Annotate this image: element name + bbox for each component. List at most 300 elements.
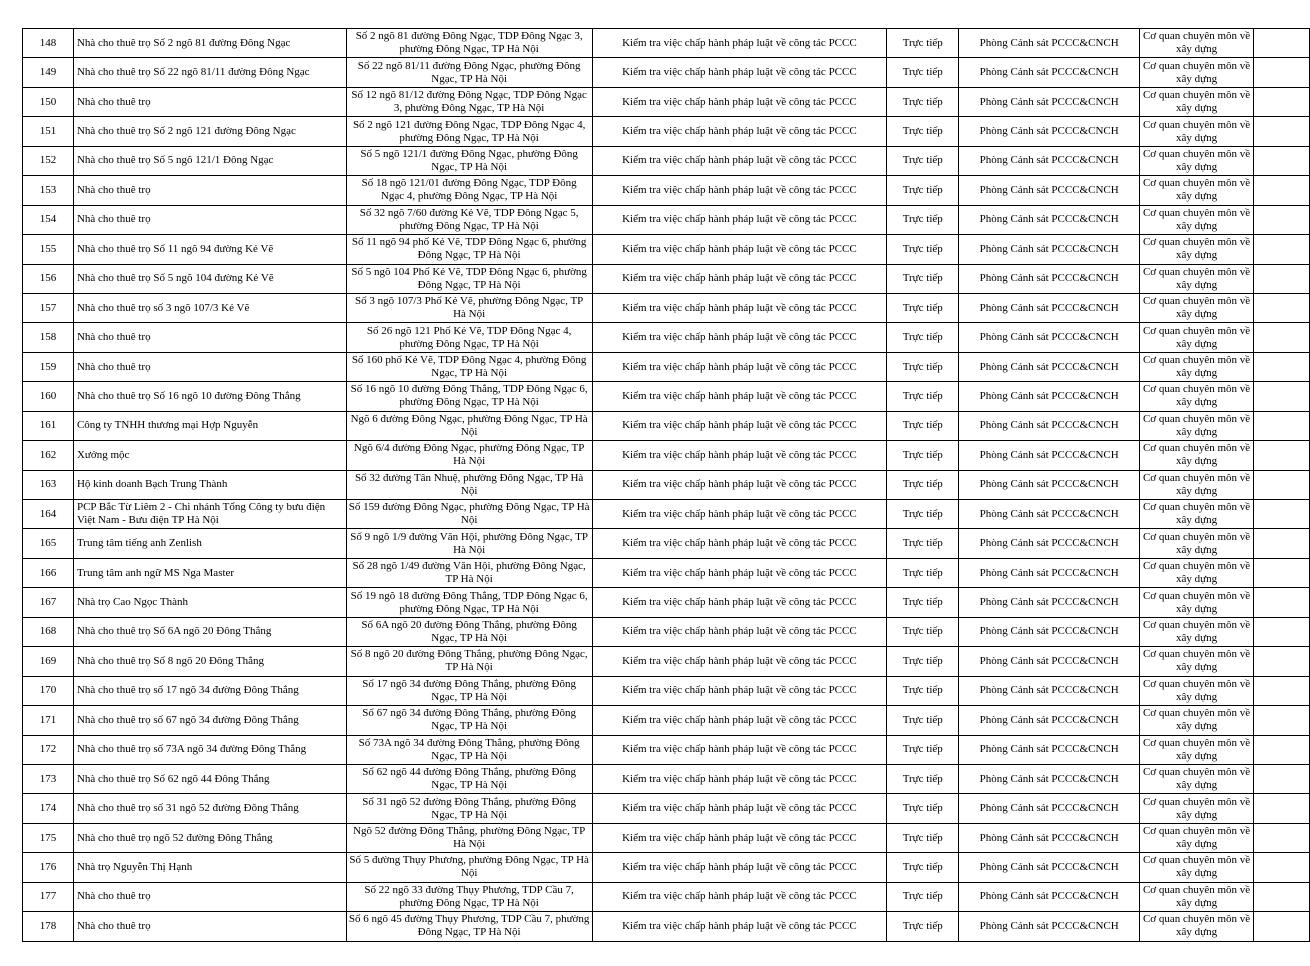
note-cell — [1254, 352, 1310, 381]
inspection-form — [887, 264, 959, 293]
lead-unit — [959, 764, 1140, 793]
inspection-form — [887, 529, 959, 558]
lead-unit-text: Phòng Cảnh sát PCCC&CNCH — [979, 448, 1119, 461]
row-number-text: 157 — [39, 301, 57, 314]
inspection-content-text: Kiểm tra việc chấp hành pháp luật về công tác PCCC — [622, 448, 857, 461]
inspection-content-text: Kiểm tra việc chấp hành pháp luật về công tác PCCC — [622, 802, 857, 815]
row-number-text: 153 — [39, 183, 57, 196]
coordinating-agency — [1140, 676, 1254, 705]
row-number — [23, 588, 74, 617]
facility-address — [346, 676, 592, 705]
inspection-content — [592, 617, 887, 646]
inspection-content — [592, 235, 887, 264]
row-number-text: 173 — [39, 772, 57, 785]
inspection-content — [592, 205, 887, 234]
facility-name — [73, 500, 346, 529]
table-row — [23, 588, 1310, 617]
inspection-form — [887, 293, 959, 322]
lead-unit-text: Phòng Cảnh sát PCCC&CNCH — [979, 684, 1119, 697]
note-cell — [1254, 87, 1310, 116]
facility-name-text: PCP Bắc Từ Liêm 2 - Chi nhánh Tổng Công ty bưu điện Việt Nam - Bưu điện TP Hà Nội — [76, 501, 326, 527]
facility-address-text: Số 3 ngõ 107/3 Phố Kẻ Vẽ, phường Đông Ngạc, TP Hà Nội — [354, 295, 584, 321]
table-row — [23, 117, 1310, 146]
lead-unit — [959, 529, 1140, 558]
facility-address — [346, 87, 592, 116]
facility-address-text: Số 32 đường Tân Nhuệ, phường Đông Ngạc, TP Hà Nội — [354, 471, 584, 497]
facility-address — [346, 912, 592, 941]
facility-name — [73, 411, 346, 440]
lead-unit-text: Phòng Cảnh sát PCCC&CNCH — [979, 419, 1119, 432]
lead-unit — [959, 823, 1140, 852]
facility-address — [346, 735, 592, 764]
coordinating-agency-text: Cơ quan chuyên môn về xây dựng — [1142, 854, 1251, 880]
coordinating-agency-text: Cơ quan chuyên môn về xây dựng — [1142, 265, 1251, 291]
coordinating-agency-text: Cơ quan chuyên môn về xây dựng — [1142, 59, 1251, 85]
inspection-form-text: Trực tiếp — [902, 802, 943, 815]
row-number — [23, 794, 74, 823]
row-number — [23, 205, 74, 234]
facility-name — [73, 352, 346, 381]
facility-address-text: Ngõ 6/4 đường Đông Ngạc, phường Đông Ngạc, TP Hà Nội — [353, 442, 585, 468]
inspection-form-text: Trực tiếp — [902, 478, 943, 491]
inspection-form-text: Trực tiếp — [902, 507, 943, 520]
row-number-text: 149 — [39, 66, 57, 79]
inspection-form — [887, 176, 959, 205]
table-row — [23, 293, 1310, 322]
inspection-content-text: Kiểm tra việc chấp hành pháp luật về công tác PCCC — [622, 684, 857, 697]
lead-unit-text: Phòng Cảnh sát PCCC&CNCH — [979, 596, 1119, 609]
facility-name-text: Nhà cho thuê trọ Số 22 ngõ 81/11 đường Đông Ngạc — [76, 66, 310, 79]
facility-address-text: Số 19 ngõ 18 đường Đông Thắng, TDP Đông Ngạc 6, phường Đông Ngạc, TP Hà Nội — [350, 589, 588, 615]
row-number — [23, 735, 74, 764]
table-body — [23, 29, 1310, 942]
facility-address-text: Số 8 ngõ 20 đường Đông Thắng, phường Đông Ngạc, TP Hà Nội — [350, 648, 588, 674]
row-number — [23, 853, 74, 882]
lead-unit-text: Phòng Cảnh sát PCCC&CNCH — [979, 478, 1119, 491]
table-row — [23, 205, 1310, 234]
table-row — [23, 706, 1310, 735]
facility-address-text: Ngõ 52 đường Đông Thắng, phường Đông Ngạc, TP Hà Nội — [353, 825, 586, 851]
facility-address-text: Số 160 phố Kẻ Vẽ, TDP Đông Ngạc 4, phường Đông Ngạc, TP Hà Nội — [351, 354, 587, 380]
row-number-text: 174 — [39, 802, 57, 815]
row-number-text: 159 — [39, 360, 57, 373]
row-number-text: 165 — [39, 537, 57, 550]
facility-name-text: Nhà cho thuê trọ Số 5 ngõ 121/1 Đông Ngạc — [76, 154, 274, 167]
coordinating-agency-text: Cơ quan chuyên môn về xây dựng — [1142, 442, 1251, 468]
facility-address — [346, 794, 592, 823]
facility-name — [73, 588, 346, 617]
coordinating-agency — [1140, 647, 1254, 676]
row-number — [23, 441, 74, 470]
inspection-content — [592, 146, 887, 175]
inspection-form — [887, 146, 959, 175]
inspection-content-text: Kiểm tra việc chấp hành pháp luật về công tác PCCC — [622, 713, 857, 726]
coordinating-agency-text: Cơ quan chuyên môn về xây dựng — [1142, 354, 1251, 380]
coordinating-agency — [1140, 441, 1254, 470]
coordinating-agency — [1140, 235, 1254, 264]
inspection-content-text: Kiểm tra việc chấp hành pháp luật về công tác PCCC — [622, 301, 857, 314]
facility-name — [73, 558, 346, 587]
facility-name — [73, 235, 346, 264]
inspection-form-text: Trực tiếp — [902, 213, 943, 226]
inspection-content — [592, 411, 887, 440]
lead-unit — [959, 235, 1140, 264]
inspection-content-text: Kiểm tra việc chấp hành pháp luật về công tác PCCC — [622, 419, 857, 432]
lead-unit-text: Phòng Cảnh sát PCCC&CNCH — [979, 331, 1119, 344]
facility-name-text: Nhà cho thuê trọ — [76, 331, 151, 344]
facility-address — [346, 588, 592, 617]
inspection-form — [887, 441, 959, 470]
coordinating-agency-text: Cơ quan chuyên môn về xây dựng — [1142, 913, 1251, 939]
coordinating-agency — [1140, 29, 1254, 58]
inspection-content-text: Kiểm tra việc chấp hành pháp luật về công tác PCCC — [622, 331, 857, 344]
lead-unit — [959, 176, 1140, 205]
inspection-form — [887, 58, 959, 87]
lead-unit — [959, 146, 1140, 175]
inspection-form-text: Trực tiếp — [902, 743, 943, 756]
facility-address-text: Ngõ 6 đường Đông Ngạc, phường Đông Ngạc, TP Hà Nội — [350, 412, 588, 438]
inspection-content-text: Kiểm tra việc chấp hành pháp luật về công tác PCCC — [622, 831, 857, 844]
note-cell — [1254, 500, 1310, 529]
facility-name — [73, 264, 346, 293]
facility-address — [346, 29, 592, 58]
facility-name-text: Nhà cho thuê trọ số 73A ngõ 34 đường Đông Thắng — [76, 743, 307, 756]
facility-name-text: Nhà cho thuê trọ — [76, 95, 151, 108]
coordinating-agency — [1140, 823, 1254, 852]
lead-unit — [959, 264, 1140, 293]
facility-address-text: Số 31 ngõ 52 đường Đông Thắng, phường Đông Ngạc, TP Hà Nội — [362, 795, 576, 821]
table-row — [23, 500, 1310, 529]
lead-unit-text: Phòng Cảnh sát PCCC&CNCH — [979, 890, 1119, 903]
facility-address — [346, 617, 592, 646]
facility-address — [346, 647, 592, 676]
facility-name-text: Nhà cho thuê trọ Số 2 ngõ 121 đường Đông Ngạc — [76, 125, 296, 138]
note-cell — [1254, 176, 1310, 205]
inspection-form-text: Trực tiếp — [902, 36, 943, 49]
inspection-form — [887, 205, 959, 234]
inspection-form — [887, 912, 959, 941]
coordinating-agency-text: Cơ quan chuyên môn về xây dựng — [1142, 560, 1251, 586]
facility-address-text: Số 28 ngõ 1/49 đường Văn Hội, phường Đông Ngạc, TP Hà Nội — [352, 560, 586, 586]
table-row — [23, 382, 1310, 411]
inspection-form — [887, 882, 959, 911]
lead-unit — [959, 29, 1140, 58]
lead-unit — [959, 882, 1140, 911]
facility-address-text: Số 9 ngõ 1/9 đường Văn Hội, phường Đông Ngạc, TP Hà Nội — [350, 530, 588, 556]
facility-name — [73, 676, 346, 705]
facility-name — [73, 853, 346, 882]
facility-address-text: Số 5 ngõ 121/1 đường Đông Ngạc, phường Đông Ngạc, TP Hà Nội — [360, 147, 578, 173]
coordinating-agency — [1140, 912, 1254, 941]
table-row — [23, 29, 1310, 58]
inspection-form-text: Trực tiếp — [902, 860, 943, 873]
table-row — [23, 882, 1310, 911]
row-number-text: 151 — [39, 125, 57, 138]
note-cell — [1254, 470, 1310, 499]
coordinating-agency — [1140, 411, 1254, 440]
inspection-table — [22, 28, 1310, 942]
facility-name-text: Nhà cho thuê trọ — [76, 919, 151, 932]
inspection-form-text: Trực tiếp — [902, 625, 943, 638]
facility-name — [73, 706, 346, 735]
facility-name-text: Nhà cho thuê trọ — [76, 213, 151, 226]
note-cell — [1254, 912, 1310, 941]
note-cell — [1254, 853, 1310, 882]
coordinating-agency-text: Cơ quan chuyên môn về xây dựng — [1142, 883, 1251, 909]
inspection-form-text: Trực tiếp — [902, 331, 943, 344]
row-number-text: 166 — [39, 566, 57, 579]
row-number-text: 156 — [39, 272, 57, 285]
facility-name — [73, 912, 346, 941]
table-row — [23, 912, 1310, 941]
inspection-form-text: Trực tiếp — [902, 654, 943, 667]
facility-name — [73, 176, 346, 205]
note-cell — [1254, 323, 1310, 352]
row-number-text: 168 — [39, 625, 57, 638]
facility-address-text: Số 62 ngõ 44 đường Đông Thắng, phường Đông Ngạc, TP Hà Nội — [362, 766, 576, 792]
facility-name-text: Nhà cho thuê trọ — [76, 360, 151, 373]
row-number-text: 177 — [39, 890, 57, 903]
note-cell — [1254, 676, 1310, 705]
inspection-form — [887, 323, 959, 352]
lead-unit-text: Phòng Cảnh sát PCCC&CNCH — [979, 919, 1119, 932]
coordinating-agency-text: Cơ quan chuyên môn về xây dựng — [1142, 766, 1251, 792]
lead-unit-text: Phòng Cảnh sát PCCC&CNCH — [979, 36, 1119, 49]
lead-unit — [959, 853, 1140, 882]
facility-address-text: Số 2 ngõ 81 đường Đông Ngạc, TDP Đông Ngạc 3, phường Đông Ngạc, TP Hà Nội — [355, 30, 583, 56]
facility-address — [346, 441, 592, 470]
note-cell — [1254, 293, 1310, 322]
facility-address — [346, 853, 592, 882]
facility-address-text: Số 18 ngõ 121/01 đường Đông Ngạc, TDP Đông Ngạc 4, phường Đông Ngạc, TP Hà Nội — [361, 177, 577, 203]
row-number-text: 170 — [39, 684, 57, 697]
lead-unit-text: Phòng Cảnh sát PCCC&CNCH — [979, 537, 1119, 550]
note-cell — [1254, 235, 1310, 264]
row-number — [23, 382, 74, 411]
facility-address — [346, 176, 592, 205]
note-cell — [1254, 58, 1310, 87]
inspection-content-text: Kiểm tra việc chấp hành pháp luật về công tác PCCC — [622, 596, 857, 609]
row-number-text: 164 — [39, 507, 57, 520]
lead-unit-text: Phòng Cảnh sát PCCC&CNCH — [979, 713, 1119, 726]
inspection-content-text: Kiểm tra việc chấp hành pháp luật về công tác PCCC — [622, 654, 857, 667]
lead-unit — [959, 382, 1140, 411]
facility-address — [346, 706, 592, 735]
lead-unit-text: Phòng Cảnh sát PCCC&CNCH — [979, 154, 1119, 167]
coordinating-agency-text: Cơ quan chuyên môn về xây dựng — [1142, 89, 1251, 115]
inspection-form — [887, 676, 959, 705]
lead-unit-text: Phòng Cảnh sát PCCC&CNCH — [979, 213, 1119, 226]
coordinating-agency-text: Cơ quan chuyên môn về xây dựng — [1142, 412, 1251, 438]
lead-unit-text: Phòng Cảnh sát PCCC&CNCH — [979, 860, 1119, 873]
coordinating-agency-text: Cơ quan chuyên môn về xây dựng — [1142, 206, 1251, 232]
lead-unit — [959, 735, 1140, 764]
facility-name-text: Xưởng mộc — [76, 448, 130, 461]
note-cell — [1254, 647, 1310, 676]
row-number-text: 167 — [39, 596, 57, 609]
facility-address — [346, 823, 592, 852]
lead-unit-text: Phòng Cảnh sát PCCC&CNCH — [979, 507, 1119, 520]
coordinating-agency-text: Cơ quan chuyên môn về xây dựng — [1142, 295, 1251, 321]
lead-unit-text: Phòng Cảnh sát PCCC&CNCH — [979, 831, 1119, 844]
lead-unit-text: Phòng Cảnh sát PCCC&CNCH — [979, 360, 1119, 373]
inspection-form-text: Trực tiếp — [902, 95, 943, 108]
facility-address-text: Số 26 ngõ 121 Phố Kẻ Vẽ, TDP Đông Ngạc 4, phường Đông Ngạc, TP Hà Nội — [366, 324, 572, 350]
row-number — [23, 647, 74, 676]
facility-address-text: Số 159 đường Đông Ngạc, phường Đông Ngạc, TP Hà Nội — [348, 501, 590, 527]
inspection-content-text: Kiểm tra việc chấp hành pháp luật về công tác PCCC — [622, 625, 857, 638]
inspection-form — [887, 470, 959, 499]
facility-name-text: Trung tâm anh ngữ MS Nga Master — [76, 566, 235, 579]
row-number — [23, 323, 74, 352]
table-row — [23, 58, 1310, 87]
coordinating-agency — [1140, 352, 1254, 381]
inspection-form-text: Trực tiếp — [902, 713, 943, 726]
table-row — [23, 441, 1310, 470]
inspection-content-text: Kiểm tra việc chấp hành pháp luật về công tác PCCC — [622, 860, 857, 873]
facility-address — [346, 235, 592, 264]
note-cell — [1254, 588, 1310, 617]
table-row — [23, 529, 1310, 558]
lead-unit-text: Phòng Cảnh sát PCCC&CNCH — [979, 654, 1119, 667]
table-row — [23, 823, 1310, 852]
coordinating-agency — [1140, 323, 1254, 352]
coordinating-agency-text: Cơ quan chuyên môn về xây dựng — [1142, 648, 1251, 674]
coordinating-agency — [1140, 264, 1254, 293]
facility-name-text: Nhà trọ Cao Ngọc Thành — [76, 596, 188, 609]
coordinating-agency — [1140, 529, 1254, 558]
facility-name-text: Nhà cho thuê trọ ngõ 52 đường Đông Thắng — [76, 831, 273, 844]
facility-address — [346, 500, 592, 529]
inspection-form-text: Trực tiếp — [902, 566, 943, 579]
lead-unit — [959, 617, 1140, 646]
row-number-text: 178 — [39, 919, 57, 932]
table-row — [23, 323, 1310, 352]
inspection-form — [887, 735, 959, 764]
note-cell — [1254, 29, 1310, 58]
inspection-form — [887, 706, 959, 735]
facility-address-text: Số 11 ngõ 94 phố Kẻ Vẽ, TDP Đông Ngạc 6, phường Đông Ngạc, TP Hà Nội — [351, 236, 587, 262]
table-row — [23, 352, 1310, 381]
inspection-content — [592, 352, 887, 381]
row-number-text: 154 — [39, 213, 57, 226]
coordinating-agency — [1140, 764, 1254, 793]
coordinating-agency — [1140, 176, 1254, 205]
lead-unit — [959, 558, 1140, 587]
row-number — [23, 676, 74, 705]
lead-unit-text: Phòng Cảnh sát PCCC&CNCH — [979, 743, 1119, 756]
inspection-form — [887, 764, 959, 793]
lead-unit-text: Phòng Cảnh sát PCCC&CNCH — [979, 772, 1119, 785]
inspection-form-text: Trực tiếp — [902, 596, 943, 609]
table-row — [23, 647, 1310, 676]
note-cell — [1254, 558, 1310, 587]
inspection-content-text: Kiểm tra việc chấp hành pháp luật về công tác PCCC — [622, 95, 857, 108]
inspection-form-text: Trực tiếp — [902, 919, 943, 932]
inspection-content — [592, 794, 887, 823]
facility-name — [73, 617, 346, 646]
inspection-form — [887, 558, 959, 587]
inspection-form — [887, 352, 959, 381]
row-number — [23, 176, 74, 205]
lead-unit — [959, 293, 1140, 322]
coordinating-agency — [1140, 117, 1254, 146]
lead-unit — [959, 352, 1140, 381]
row-number-text: 160 — [39, 389, 57, 402]
lead-unit — [959, 58, 1140, 87]
coordinating-agency-text: Cơ quan chuyên môn về xây dựng — [1142, 618, 1251, 644]
inspection-form-text: Trực tiếp — [902, 360, 943, 373]
lead-unit-text: Phòng Cảnh sát PCCC&CNCH — [979, 566, 1119, 579]
row-number — [23, 764, 74, 793]
facility-name — [73, 823, 346, 852]
facility-name-text: Nhà trọ Nguyễn Thị Hạnh — [76, 860, 193, 873]
facility-address-text: Số 12 ngõ 81/12 đường Đông Ngạc, TDP Đông Ngạc 3, phường Đông Ngạc, TP Hà Nội — [351, 89, 587, 115]
facility-name-text: Nhà cho thuê trọ Số 16 ngõ 10 đường Đông Thắng — [76, 389, 301, 402]
inspection-content — [592, 764, 887, 793]
inspection-content-text: Kiểm tra việc chấp hành pháp luật về công tác PCCC — [622, 890, 857, 903]
inspection-content-text: Kiểm tra việc chấp hành pháp luật về công tác PCCC — [622, 919, 857, 932]
facility-name — [73, 794, 346, 823]
coordinating-agency — [1140, 470, 1254, 499]
note-cell — [1254, 441, 1310, 470]
inspection-content-text: Kiểm tra việc chấp hành pháp luật về công tác PCCC — [622, 154, 857, 167]
inspection-content-text: Kiểm tra việc chấp hành pháp luật về công tác PCCC — [622, 478, 857, 491]
row-number — [23, 912, 74, 941]
inspection-content — [592, 176, 887, 205]
row-number-text: 163 — [39, 478, 57, 491]
table-row — [23, 176, 1310, 205]
facility-name — [73, 323, 346, 352]
inspection-form — [887, 823, 959, 852]
note-cell — [1254, 764, 1310, 793]
row-number-text: 161 — [39, 419, 57, 432]
facility-name — [73, 117, 346, 146]
note-cell — [1254, 146, 1310, 175]
lead-unit-text: Phòng Cảnh sát PCCC&CNCH — [979, 389, 1119, 402]
coordinating-agency-text: Cơ quan chuyên môn về xây dựng — [1142, 707, 1251, 733]
row-number-text: 148 — [39, 36, 57, 49]
facility-address — [346, 205, 592, 234]
row-number — [23, 500, 74, 529]
table-row — [23, 853, 1310, 882]
inspection-content — [592, 529, 887, 558]
lead-unit-text: Phòng Cảnh sát PCCC&CNCH — [979, 183, 1119, 196]
lead-unit — [959, 912, 1140, 941]
facility-name — [73, 29, 346, 58]
row-number — [23, 529, 74, 558]
facility-address — [346, 117, 592, 146]
facility-name-text: Trung tâm tiếng anh Zenlish — [76, 537, 202, 550]
facility-address-text: Số 5 ngõ 104 Phố Kẻ Vẽ, TDP Đông Ngạc 6, phường Đông Ngạc, TP Hà Nội — [351, 265, 587, 291]
facility-address-text: Số 6 ngõ 45 đường Thụy Phương, TDP Cầu 7, phường Đông Ngạc, TP Hà Nội — [348, 913, 590, 939]
coordinating-agency-text: Cơ quan chuyên môn về xây dựng — [1142, 324, 1251, 350]
lead-unit-text: Phòng Cảnh sát PCCC&CNCH — [979, 301, 1119, 314]
row-number — [23, 58, 74, 87]
inspection-form — [887, 588, 959, 617]
inspection-form-text: Trực tiếp — [902, 125, 943, 138]
facility-name — [73, 293, 346, 322]
facility-address — [346, 58, 592, 87]
facility-name — [73, 647, 346, 676]
facility-address-text: Số 17 ngõ 34 đường Đông Thắng, phường Đông Ngạc, TP Hà Nội — [362, 677, 576, 703]
facility-address — [346, 264, 592, 293]
inspection-content-text: Kiểm tra việc chấp hành pháp luật về công tác PCCC — [622, 36, 857, 49]
inspection-form — [887, 29, 959, 58]
inspection-content-text: Kiểm tra việc chấp hành pháp luật về công tác PCCC — [622, 507, 857, 520]
facility-name-text: Hộ kinh doanh Bạch Trung Thành — [76, 478, 228, 491]
lead-unit — [959, 411, 1140, 440]
